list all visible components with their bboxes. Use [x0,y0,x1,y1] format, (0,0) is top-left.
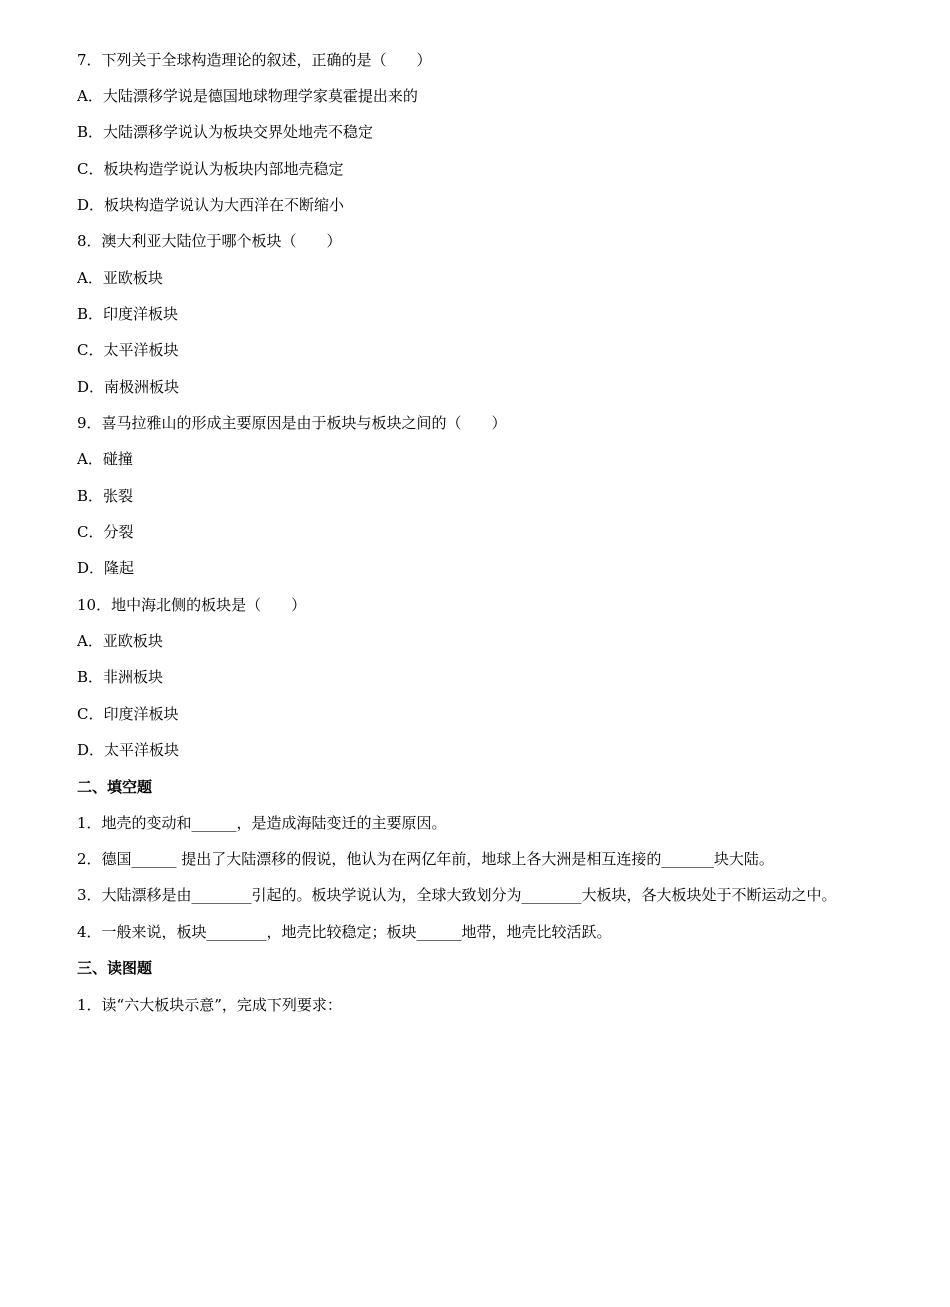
question-10-option-d: D．太平洋板块 [77,741,180,759]
question-10-option-b: B．非洲板块 [77,668,164,686]
question-7-option-d: D．板块构造学说认为大西洋在不断缩小 [77,196,345,214]
section-fill-in-title: 二、填空题 [77,778,153,796]
question-7-option-b: B．大陆漂移学说认为板块交界处地壳不稳定 [77,123,374,141]
fill-in-item-4: 4．一般来说，板块________，地壳比较稳定；板块______地带，地壳比较活跃。 [77,923,612,941]
question-8-stem: 8．澳大利亚大陆位于哪个板块（ ） [77,232,342,250]
question-7-option-a: A．大陆漂移学说是德国地球物理学家莫霍提出来的 [77,87,418,105]
question-9-option-c: C．分裂 [77,523,134,541]
question-10-option-a: A．亚欧板块 [77,632,163,650]
fill-in-item-3: 3．大陆漂移是由________引起的。板块学说认为，全球大致划分为________大板块，各大板块处于不断运动之中。 [77,886,837,904]
question-8-option-c: C．太平洋板块 [77,341,179,359]
map-reading-item-1: 1．读“六大板块示意”，完成下列要求： [77,996,342,1014]
question-10-stem: 10．地中海北侧的板块是（ ） [77,596,307,614]
section-map-reading-title: 三、读图题 [77,959,153,977]
question-8-option-a: A．亚欧板块 [77,269,163,287]
fill-in-item-2: 2．德国______ 提出了大陆漂移的假说，他认为在两亿年前，地球上各大洲是相互连接的_______块大陆。 [77,850,774,868]
question-8-option-d: D．南极洲板块 [77,378,180,396]
question-9-option-a: A．碰撞 [77,450,133,468]
question-7-stem: 7．下列关于全球构造理论的叙述，正确的是（ ） [77,51,432,69]
question-10-option-c: C．印度洋板块 [77,705,179,723]
question-9-option-b: B．张裂 [77,487,134,505]
question-9-option-d: D．隆起 [77,559,135,577]
question-8-option-b: B．印度洋板块 [77,305,179,323]
question-7-option-c: C．板块构造学说认为板块内部地壳稳定 [77,160,344,178]
question-9-stem: 9．喜马拉雅山的形成主要原因是由于板块与板块之间的（ ） [77,414,507,432]
fill-in-item-1: 1．地壳的变动和______，是造成海陆变迁的主要原因。 [77,814,447,832]
